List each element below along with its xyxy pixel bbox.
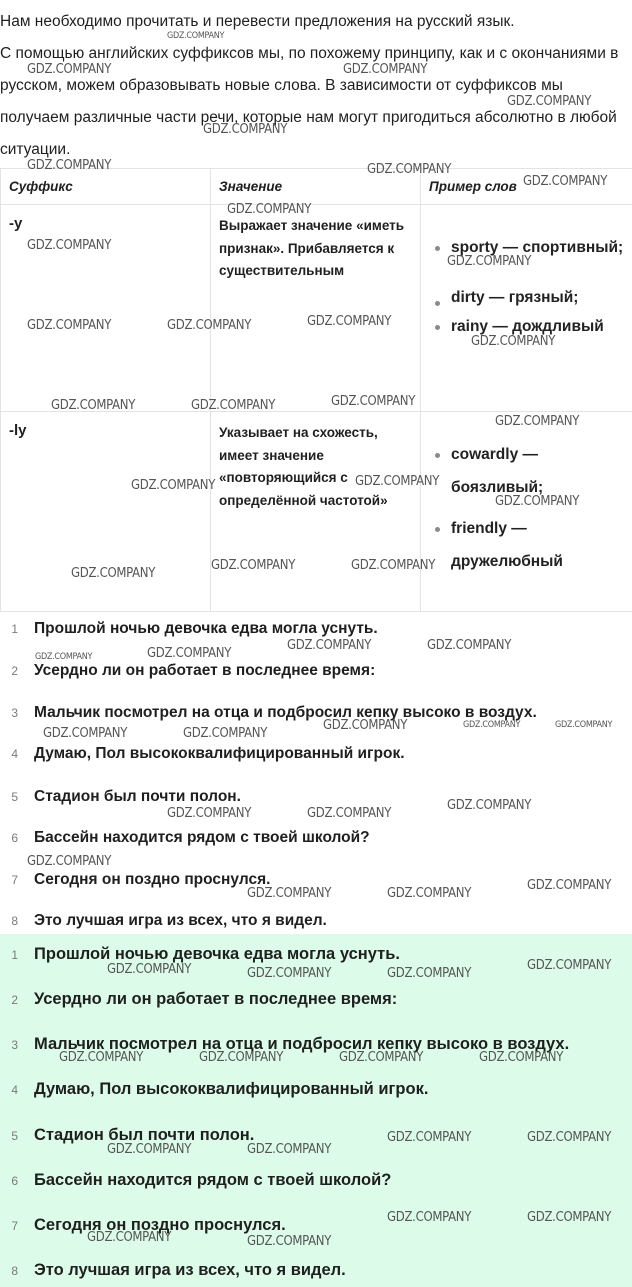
list-item (0, 1171, 391, 1190)
list-item (0, 871, 270, 889)
watermark: GDZ.COMPANY (27, 158, 112, 173)
watermark: GDZ.COMPANY (463, 720, 521, 730)
sentence-text: Сегодня он поздно проснулся. (34, 871, 271, 888)
watermark: GDZ.COMPANY (447, 254, 532, 269)
watermark: GDZ.COMPANY (199, 1050, 284, 1065)
examples-list (429, 231, 624, 343)
list-item (0, 704, 537, 722)
list-item (0, 829, 370, 847)
watermark: GDZ.COMPANY (351, 558, 436, 573)
table-header-row (1, 169, 632, 205)
answer-text: Думаю, Пол высококвалифицированный игрок. (34, 1080, 429, 1098)
watermark: GDZ.COMPANY (323, 718, 408, 733)
intro-text (0, 6, 628, 166)
watermark: GDZ.COMPANY (247, 886, 332, 901)
sentence-number: 7 (11, 873, 18, 887)
watermark: GDZ.COMPANY (167, 318, 252, 333)
watermark: GDZ.COMPANY (211, 558, 296, 573)
list-item (0, 945, 400, 964)
sentence-text: Бассейн находится рядом с твоей школой? (34, 829, 370, 846)
watermark: GDZ.COMPANY (527, 958, 612, 973)
watermark: GDZ.COMPANY (331, 394, 416, 409)
list-item (0, 1126, 254, 1145)
answer-text: Бассейн находится рядом с твоей школой? (34, 1171, 392, 1189)
suffix-table (0, 168, 632, 612)
table-row (1, 412, 632, 612)
watermark: GDZ.COMPANY (51, 398, 136, 413)
watermark: GDZ.COMPANY (471, 334, 556, 349)
watermark: GDZ.COMPANY (427, 638, 512, 653)
suffix-cell (1, 412, 211, 612)
list-item (0, 745, 405, 763)
watermark: GDZ.COMPANY (87, 1230, 172, 1245)
header-meaning: Значение (211, 169, 421, 205)
watermark: GDZ.COMPANY (479, 1050, 564, 1065)
watermark: GDZ.COMPANY (507, 94, 592, 109)
watermark: GDZ.COMPANY (555, 720, 613, 730)
sentence-number: 1 (11, 622, 18, 636)
watermark: GDZ.COMPANY (27, 62, 112, 77)
list-item (0, 788, 241, 806)
watermark: GDZ.COMPANY (527, 878, 612, 893)
answer-text: Сегодня он поздно проснулся. (34, 1216, 286, 1234)
watermark: GDZ.COMPANY (59, 1050, 144, 1065)
watermark: GDZ.COMPANY (43, 726, 128, 741)
watermark: GDZ.COMPANY (167, 806, 252, 821)
suffix-name: -ly (9, 422, 27, 439)
watermark: GDZ.COMPANY (287, 638, 372, 653)
example-item: cowardly — боязливый; (451, 438, 624, 504)
sentence-text: Стадион был почти полон. (34, 788, 241, 805)
meaning-cell (211, 205, 421, 412)
answer-number: 4 (11, 1083, 18, 1097)
watermark: GDZ.COMPANY (355, 474, 440, 489)
sentence-text: Думаю, Пол высококвалифицированный игрок. (34, 745, 405, 762)
sentence-number: 6 (11, 831, 18, 845)
watermark: GDZ.COMPANY (247, 1142, 332, 1157)
answer-number: 1 (11, 948, 18, 962)
watermark: GDZ.COMPANY (247, 1234, 332, 1249)
answer-text: Это лучшая игра из всех, что я видел. (34, 1261, 346, 1279)
answer-number: 6 (11, 1174, 18, 1188)
watermark: GDZ.COMPANY (107, 962, 192, 977)
sentence-text: Усердно ли он работает в последнее время: (34, 662, 376, 679)
answers-block (0, 934, 632, 1287)
watermark: GDZ.COMPANY (131, 478, 216, 493)
sentence-number: 3 (11, 706, 18, 720)
sentence-text: Мальчик посмотрел на отца и подбросил кепку высоко в воздух. (34, 704, 537, 721)
answer-text: Стадион был почти полон. (34, 1126, 255, 1144)
watermark: GDZ.COMPANY (227, 202, 312, 217)
list-item (0, 912, 327, 930)
sentence-text: Это лучшая игра из всех, что я видел. (34, 912, 327, 929)
watermark: GDZ.COMPANY (107, 1142, 192, 1157)
sentence-number: 5 (11, 790, 18, 804)
header-suffix: Суффикс (1, 169, 211, 205)
answer-text: Усердно ли он работает в последнее время: (34, 990, 398, 1008)
sentence-number: 4 (11, 747, 18, 761)
watermark: GDZ.COMPANY (307, 806, 392, 821)
watermark: GDZ.COMPANY (167, 31, 225, 41)
meaning-text: Указывает на схожесть, имеет значение «повторяющийся с определённой частотой» (219, 425, 388, 508)
example-item: rainy — дождливый (451, 310, 624, 343)
watermark: GDZ.COMPANY (27, 854, 112, 869)
watermark: GDZ.COMPANY (447, 798, 532, 813)
list-item (0, 1080, 428, 1099)
watermark: GDZ.COMPANY (27, 318, 112, 333)
sentence-text: Прошлой ночью девочка едва могла уснуть. (34, 620, 378, 637)
answer-number: 8 (11, 1264, 18, 1278)
watermark: GDZ.COMPANY (527, 1130, 612, 1145)
watermark: GDZ.COMPANY (387, 1130, 472, 1145)
suffix-cell (1, 205, 211, 412)
sentence-number: 8 (11, 914, 18, 928)
watermark: GDZ.COMPANY (247, 966, 332, 981)
list-item (0, 1035, 569, 1054)
watermark: GDZ.COMPANY (307, 314, 392, 329)
list-item (0, 990, 397, 1009)
watermark: GDZ.COMPANY (343, 62, 428, 77)
watermark: GDZ.COMPANY (387, 966, 472, 981)
header-examples: Пример слов (421, 169, 632, 205)
answer-number: 2 (11, 993, 18, 1007)
watermark: GDZ.COMPANY (203, 122, 288, 137)
suffix-name: -y (9, 215, 23, 232)
watermark: GDZ.COMPANY (367, 162, 452, 177)
list-item (0, 662, 375, 680)
examples-list (429, 438, 624, 578)
example-item: dirty — грязный; (451, 286, 624, 310)
examples-cell (421, 205, 632, 412)
intro-line-1: Нам необходимо прочитать и перевести предложения на русский язык. (0, 13, 515, 30)
watermark: GDZ.COMPANY (27, 238, 112, 253)
watermark: GDZ.COMPANY (495, 414, 580, 429)
answer-number: 7 (11, 1219, 18, 1233)
watermark: GDZ.COMPANY (35, 652, 93, 662)
answer-number: 3 (11, 1038, 18, 1052)
answer-number: 5 (11, 1129, 18, 1143)
table-row (1, 205, 632, 412)
list-item (0, 1261, 346, 1280)
example-item: sporty — спортивный; (451, 231, 624, 264)
watermark: GDZ.COMPANY (523, 174, 608, 189)
watermark: GDZ.COMPANY (71, 566, 156, 581)
meaning-cell (211, 412, 421, 612)
answer-text: Мальчик посмотрел на отца и подбросил кепку высоко в воздух. (34, 1035, 570, 1053)
list-item (0, 620, 378, 638)
watermark: GDZ.COMPANY (495, 494, 580, 509)
watermark: GDZ.COMPANY (183, 726, 268, 741)
intro-line-2: С помощью английских суффиксов мы, по похожему принципу, как и с окончаниями в русском, можем образовывать новые слова. В зависимости от суффиксов мы получаем различные части речи, которые нам могут пригодиться абсолютно в любой ситуации. (0, 45, 619, 158)
watermark: GDZ.COMPANY (339, 1050, 424, 1065)
watermark: GDZ.COMPANY (387, 1210, 472, 1225)
watermark: GDZ.COMPANY (147, 646, 232, 661)
sentences-block (0, 612, 632, 934)
sentence-number: 2 (11, 664, 18, 678)
examples-cell (421, 412, 632, 612)
example-item: friendly — дружелюбный (451, 512, 624, 578)
meaning-text: Выражает значение «иметь признак». Прибавляется к существительным (219, 218, 405, 278)
watermark: GDZ.COMPANY (191, 398, 276, 413)
list-item (0, 1216, 286, 1235)
watermark: GDZ.COMPANY (527, 1210, 612, 1225)
answer-text: Прошлой ночью девочка едва могла уснуть. (34, 945, 400, 963)
watermark: GDZ.COMPANY (387, 886, 472, 901)
